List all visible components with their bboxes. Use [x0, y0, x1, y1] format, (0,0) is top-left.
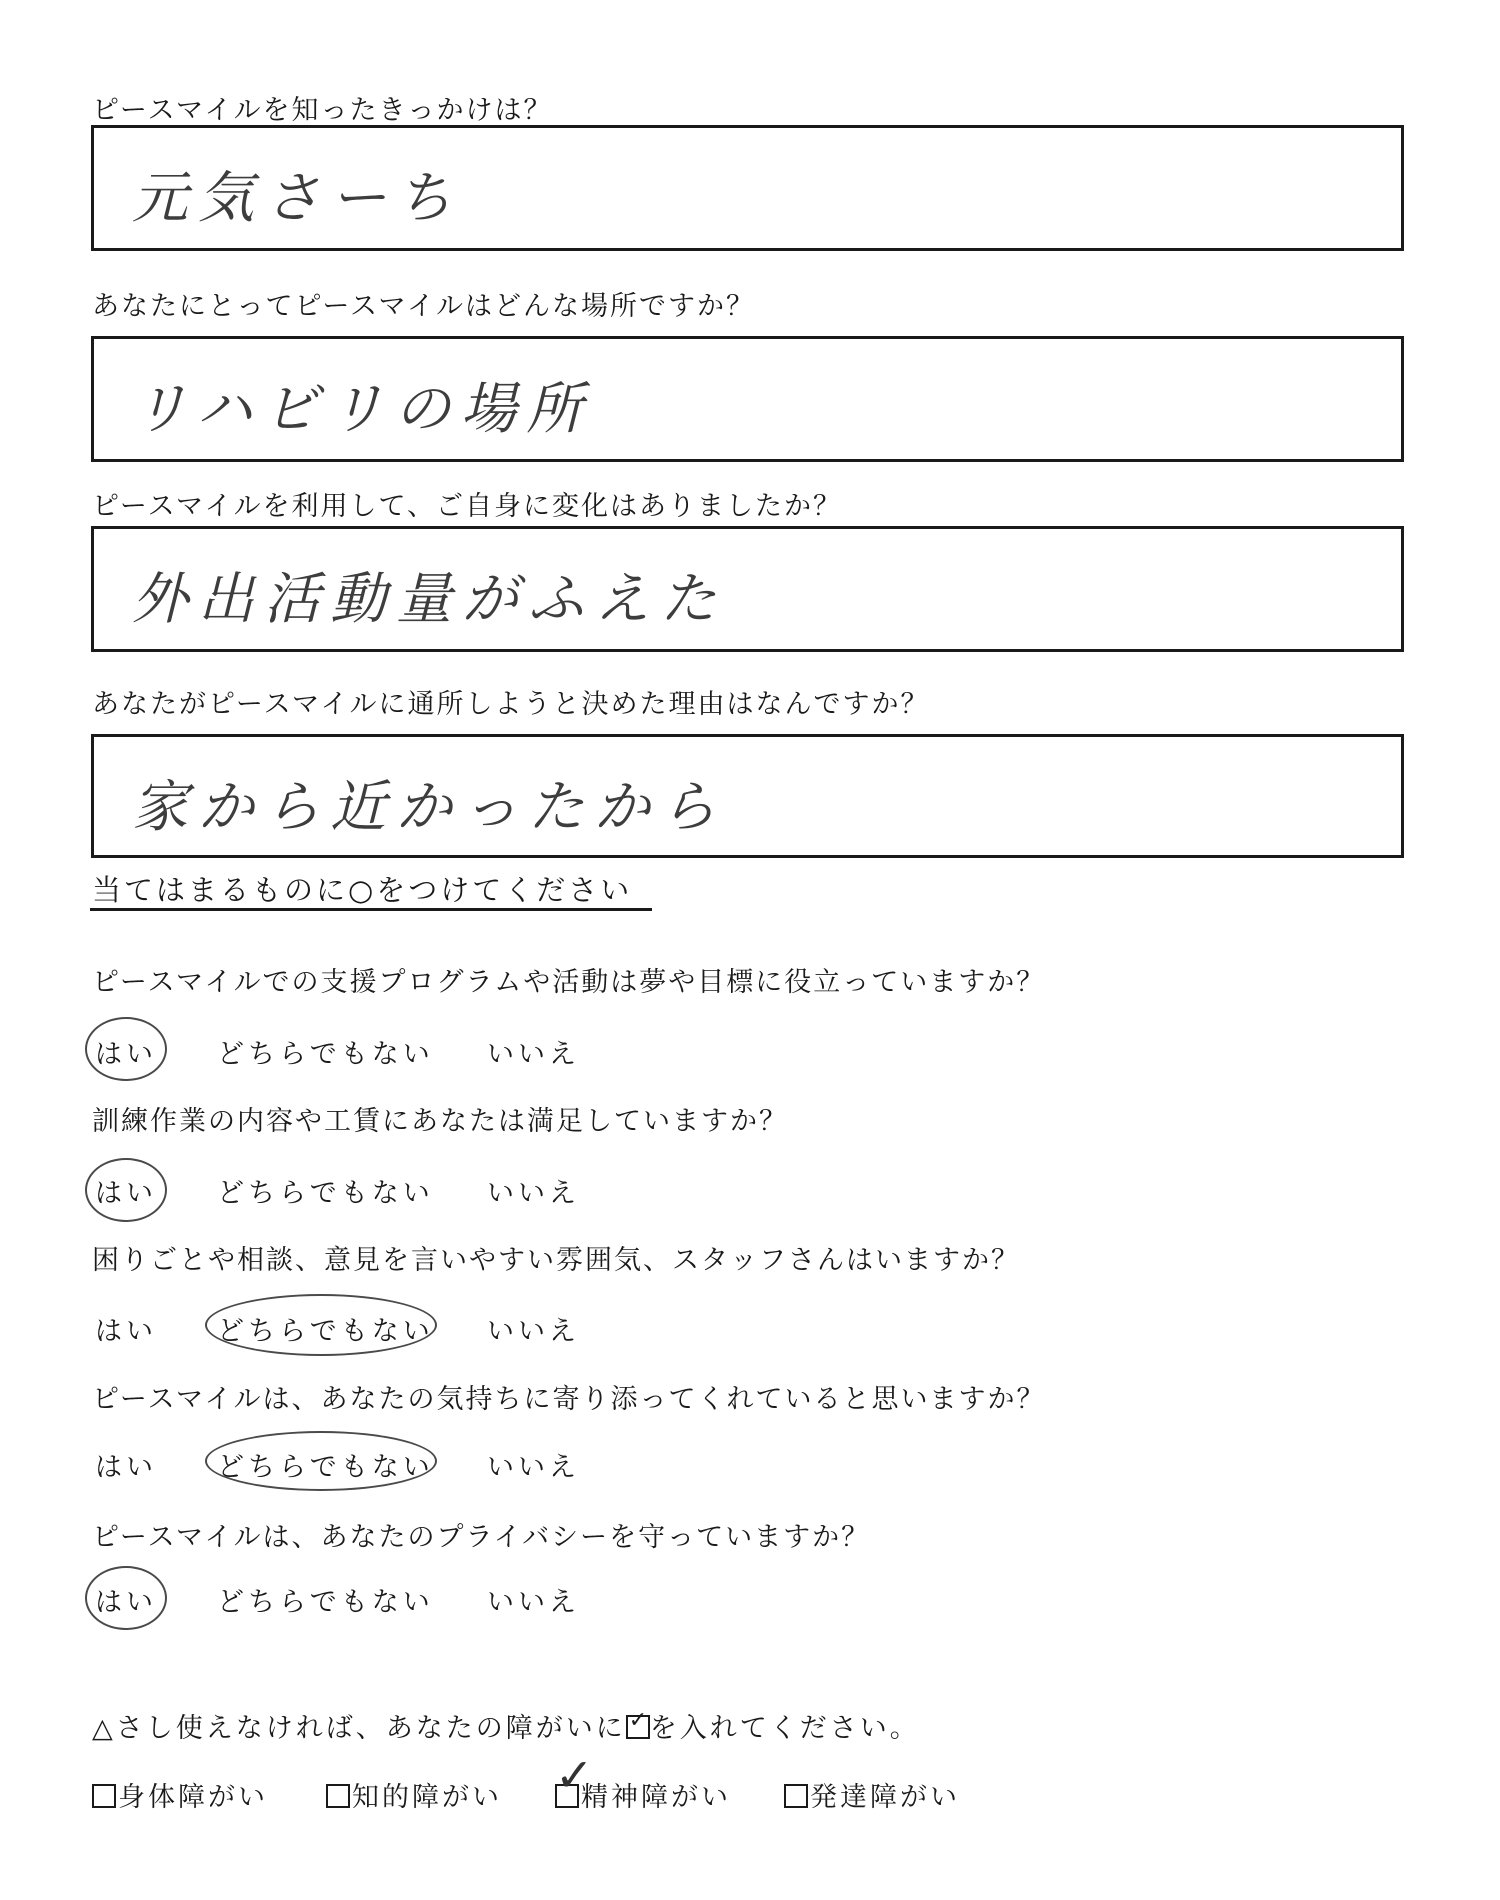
disability-option-label: 発達障がい [810, 1782, 960, 1813]
checkbox-example-check: ✓ [628, 1708, 651, 1733]
survey-4-option-neutral[interactable]: どちらでもない [217, 1452, 434, 1483]
disability-option-mental[interactable] [555, 1748, 731, 1814]
survey-2-selection-circle [85, 1158, 167, 1222]
survey-1-option-neutral[interactable]: どちらでもない [217, 1039, 434, 1070]
survey-4-question: ピースマイルは、あなたの気持ちに寄り添ってくれていると思いますか？ [92, 1384, 1046, 1415]
survey-3-option-yes[interactable]: はい [95, 1316, 157, 1347]
answer-box-1[interactable] [91, 125, 1404, 251]
answer-4-handwriting: 家から近かったから [132, 775, 726, 840]
question-2-label: あなたにとってピースマイルはどんな場所ですか？ [92, 291, 755, 322]
checkbox-icon[interactable] [92, 1784, 116, 1808]
survey-5-option-yes[interactable]: はい [95, 1587, 157, 1618]
survey-2-option-yes[interactable]: はい [95, 1178, 157, 1209]
instruction-underline [90, 908, 652, 911]
survey-4-selection-circle [205, 1431, 437, 1491]
answer-1-handwriting: 元気さーち [132, 166, 462, 231]
survey-4-option-yes[interactable]: はい [95, 1452, 157, 1483]
survey-1-question: ピースマイルでの支援プログラムや活動は夢や目標に役立っていますか？ [92, 967, 1046, 998]
survey-5-option-neutral[interactable]: どちらでもない [217, 1587, 434, 1618]
survey-2-option-no[interactable]: いいえ [487, 1178, 580, 1209]
disability-option-physical[interactable] [92, 1775, 268, 1814]
question-3-label: ピースマイルを利用して、ご自身に変化はありましたか？ [92, 491, 842, 522]
checkbox-icon[interactable] [326, 1784, 350, 1808]
notice-text-before: △さし使えなければ、あなたの障がいに [92, 1713, 626, 1744]
survey-5-question: ピースマイルは、あなたのプライバシーを守っていますか？ [92, 1522, 871, 1553]
disability-option-label: 精神障がい [581, 1782, 731, 1813]
survey-1-selection-circle [85, 1017, 167, 1081]
survey-3-selection-circle [205, 1294, 437, 1356]
check-mark-icon: ✓ [555, 1748, 597, 1802]
survey-1-option-no[interactable]: いいえ [487, 1039, 580, 1070]
survey-5-option-no[interactable]: いいえ [487, 1587, 580, 1618]
checkbox-icon[interactable] [784, 1784, 808, 1808]
answer-box-2[interactable] [91, 336, 1404, 462]
survey-1-option-yes[interactable]: はい [95, 1039, 157, 1070]
answer-3-handwriting: 外出活動量がふえた [132, 567, 726, 632]
question-4-label: あなたがピースマイルに通所しようと決めた理由はなんですか？ [92, 689, 930, 720]
survey-4-option-no[interactable]: いいえ [487, 1452, 580, 1483]
survey-2-question: 訓練作業の内容や工賃にあなたは満足していますか？ [92, 1106, 788, 1137]
checkbox-example-icon [626, 1708, 651, 1739]
disability-notice [92, 1706, 920, 1745]
survey-5-selection-circle [85, 1566, 167, 1630]
survey-3-option-neutral[interactable]: どちらでもない [217, 1316, 434, 1347]
checkbox-icon[interactable] [555, 1748, 597, 1808]
survey-2-option-neutral[interactable]: どちらでもない [217, 1178, 434, 1209]
disability-option-developmental[interactable] [784, 1775, 960, 1814]
question-1-label: ピースマイルを知ったきっかけは？ [92, 95, 553, 126]
disability-option-label: 知的障がい [352, 1782, 502, 1813]
answer-box-4[interactable] [91, 734, 1404, 858]
disability-option-label: 身体障がい [118, 1782, 268, 1813]
survey-3-option-no[interactable]: いいえ [487, 1316, 580, 1347]
answer-box-3[interactable] [91, 526, 1404, 652]
instruction-heading: 当てはまるものに○をつけてください [92, 873, 633, 907]
disability-option-intellectual[interactable] [326, 1775, 502, 1814]
notice-text-after: を入れてください。 [649, 1713, 920, 1744]
answer-2-handwriting: リハビリの場所 [132, 377, 593, 442]
survey-3-question: 困りごとや相談、意見を言いやすい雰囲気、スタッフさんはいますか？ [92, 1245, 1020, 1276]
